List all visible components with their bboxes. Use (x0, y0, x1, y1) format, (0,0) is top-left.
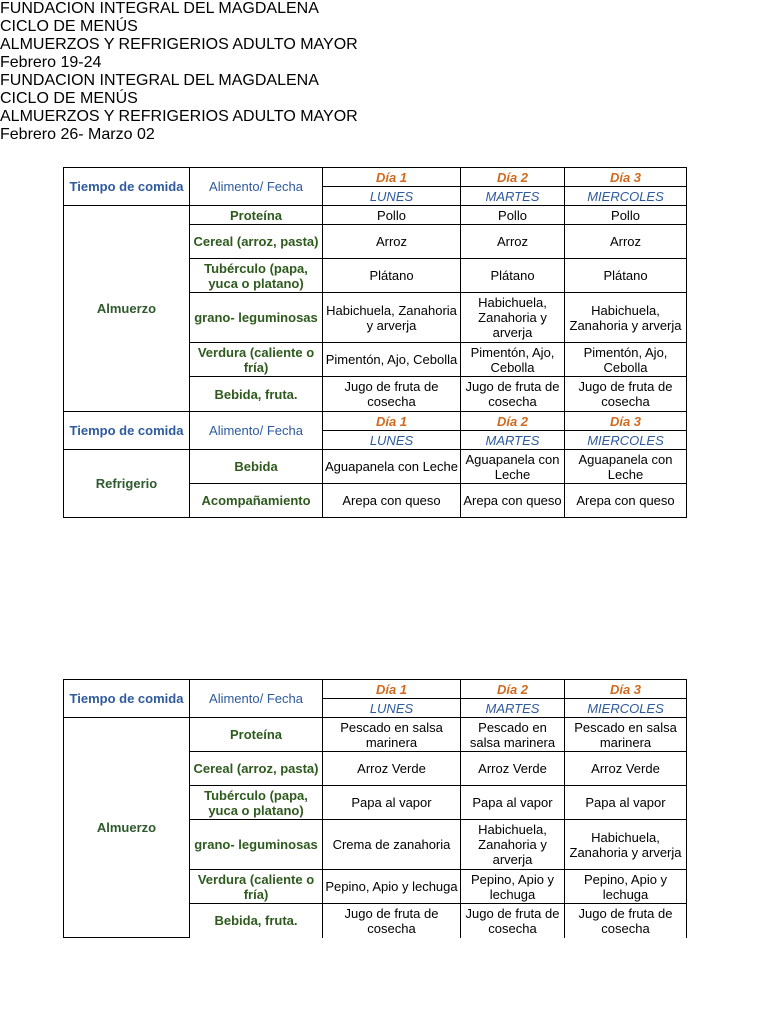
food-label: Cereal (arroz, pasta) (190, 225, 323, 259)
weekday-header: MIERCOLES (565, 699, 687, 718)
menu-cell: Habichuela, Zanahoria y arverja (461, 293, 565, 343)
menu2-header-line-4: Febrero 26- Marzo 02 (0, 126, 155, 143)
food-label: Tubérculo (papa, yuca o platano) (190, 259, 323, 293)
menu-cell: Jugo de fruta de cosecha (461, 377, 565, 412)
menu2-header (0, 72, 768, 144)
alimento-header: Alimento/ Fecha (190, 680, 323, 718)
menu-cell: Pepino, Apio y lechuga (323, 870, 461, 904)
table-row (64, 206, 687, 225)
menu-cell: Plátano (461, 259, 565, 293)
menu-cell: Aguapanela con Leche (323, 450, 461, 484)
menu-cell: Arepa con queso (323, 484, 461, 518)
weekday-header: MIERCOLES (565, 431, 687, 450)
menu1-header-line-4: Febrero 19-24 (0, 54, 102, 71)
meal-label: Refrigerio (64, 450, 190, 518)
menu-cell: Papa al vapor (323, 786, 461, 820)
menu-cell: Pimentón, Ajo, Cebolla (461, 343, 565, 377)
tiempo-header: Tiempo de comida (64, 680, 190, 718)
meal-label: Almuerzo (64, 206, 190, 412)
menu-cell: Arepa con queso (565, 484, 687, 518)
menu-cell: Habichuela, Zanahoria y arverja (565, 820, 687, 870)
food-label: Bebida, fruta. (190, 377, 323, 412)
menu-cell: Aguapanela con Leche (461, 450, 565, 484)
day-header: Día 2 (461, 680, 565, 699)
menu-cell: Aguapanela con Leche (565, 450, 687, 484)
table-row (64, 718, 687, 752)
weekday-header: LUNES (323, 699, 461, 718)
menu-cell: Pescado en salsa marinera (461, 718, 565, 752)
tiempo-header: Tiempo de comida (64, 412, 190, 450)
menu-cell: Plátano (323, 259, 461, 293)
food-label: Proteína (190, 206, 323, 225)
weekday-header: MARTES (461, 431, 565, 450)
menu-cell: Arepa con queso (461, 484, 565, 518)
weekday-header: MARTES (461, 699, 565, 718)
day-header: Día 1 (323, 680, 461, 699)
day-header: Día 1 (323, 168, 461, 187)
table-row (64, 450, 687, 484)
menu-cell: Pollo (323, 206, 461, 225)
menu-cell: Plátano (565, 259, 687, 293)
menu1-table (63, 167, 687, 518)
menu-cell: Jugo de fruta de cosecha (323, 377, 461, 412)
menu1-header (0, 0, 768, 72)
menu-cell: Arroz (323, 225, 461, 259)
menu-cell: Arroz (565, 225, 687, 259)
menu-cell: Crema de zanahoria (323, 820, 461, 870)
menu-cell: Jugo de fruta de cosecha (565, 904, 687, 938)
alimento-header: Alimento/ Fecha (190, 168, 323, 206)
food-label: Verdura (caliente o fría) (190, 870, 323, 904)
menu1-header-line-2: CICLO DE MENÚS (0, 18, 138, 35)
menu-cell: Arroz Verde (323, 752, 461, 786)
menu-cell: Jugo de fruta de cosecha (323, 904, 461, 938)
food-label: grano- leguminosas (190, 820, 323, 870)
meal-label: Almuerzo (64, 718, 190, 938)
menu2-header-line-3: ALMUERZOS Y REFRIGERIOS ADULTO MAYOR (0, 108, 358, 125)
menu2-header-line-2: CICLO DE MENÚS (0, 90, 138, 107)
menu2-table (63, 679, 687, 938)
menu-cell: Arroz Verde (565, 752, 687, 786)
menu-cell: Papa al vapor (565, 786, 687, 820)
menu-cell: Habichuela, Zanahoria y arverja (461, 820, 565, 870)
menu-cell: Arroz (461, 225, 565, 259)
menu-cell: Pimentón, Ajo, Cebolla (323, 343, 461, 377)
menu-cell: Habichuela, Zanahoria y arverja (565, 293, 687, 343)
day-header: Día 1 (323, 412, 461, 431)
menu-cell: Jugo de fruta de cosecha (461, 904, 565, 938)
day-header: Día 3 (565, 168, 687, 187)
menu-cell: Pescado en salsa marinera (323, 718, 461, 752)
food-label: Bebida, fruta. (190, 904, 323, 938)
food-label: grano- leguminosas (190, 293, 323, 343)
menu-cell: Habichuela, Zanahoria y arverja (323, 293, 461, 343)
menu1-header-line-1: FUNDACION INTEGRAL DEL MAGDALENA (0, 0, 319, 17)
menu-cell: Pollo (461, 206, 565, 225)
food-label: Cereal (arroz, pasta) (190, 752, 323, 786)
day-header: Día 3 (565, 412, 687, 431)
day-header: Día 2 (461, 168, 565, 187)
weekday-header: MIERCOLES (565, 187, 687, 206)
food-label: Verdura (caliente o fría) (190, 343, 323, 377)
weekday-header: LUNES (323, 431, 461, 450)
menu-cell: Papa al vapor (461, 786, 565, 820)
tiempo-header: Tiempo de comida (64, 168, 190, 206)
menu-cell: Pepino, Apio y lechuga (565, 870, 687, 904)
day-header: Día 2 (461, 412, 565, 431)
weekday-header: MARTES (461, 187, 565, 206)
menu2-header-line-1: FUNDACION INTEGRAL DEL MAGDALENA (0, 72, 319, 89)
menu-cell: Pollo (565, 206, 687, 225)
menu-cell: Pimentón, Ajo, Cebolla (565, 343, 687, 377)
menu-cell: Jugo de fruta de cosecha (565, 377, 687, 412)
food-label: Proteína (190, 718, 323, 752)
food-label: Tubérculo (papa, yuca o platano) (190, 786, 323, 820)
food-label: Bebida (190, 450, 323, 484)
weekday-header: LUNES (323, 187, 461, 206)
menu1-header-line-3: ALMUERZOS Y REFRIGERIOS ADULTO MAYOR (0, 36, 358, 53)
day-header: Día 3 (565, 680, 687, 699)
menu-cell: Pepino, Apio y lechuga (461, 870, 565, 904)
food-label: Acompañamiento (190, 484, 323, 518)
menu-cell: Pescado en salsa marinera (565, 718, 687, 752)
menu-cell: Arroz Verde (461, 752, 565, 786)
alimento-header: Alimento/ Fecha (190, 412, 323, 450)
